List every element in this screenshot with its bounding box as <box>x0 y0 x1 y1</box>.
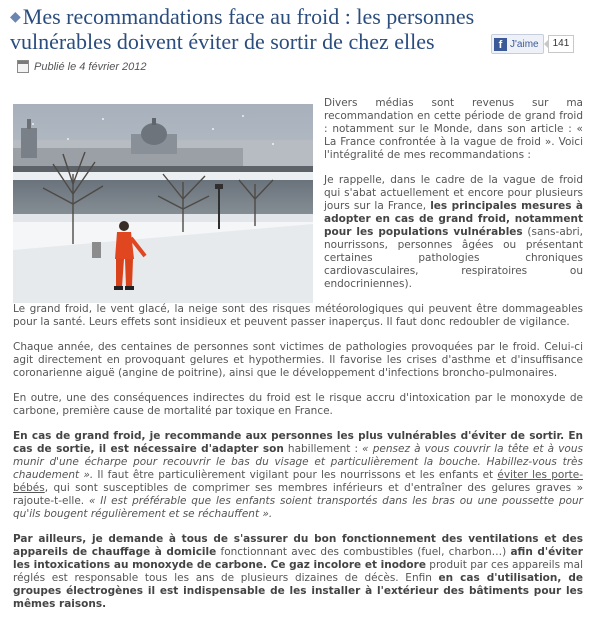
paragraph-risks <box>13 303 583 329</box>
risks-text: Le grand froid, le vent glacé, la neige sont des risques météorologiques qui peuvent être dommageables pour la santé. Leurs effets sont insidieux et peuvent passer inaperçus. Il faut donc redoubler de vigilance. <box>13 303 583 328</box>
advice-text-b: habillement : <box>283 443 363 455</box>
title-bullet-icon: ◆ <box>10 10 21 25</box>
paragraph-pathologies <box>13 341 583 380</box>
heating-bold-a: Par ailleurs, je demande à tous de s'assurer du bon fonctionnement des ventilations et des appareils de chauffage à domicile <box>13 533 583 558</box>
measures-bold: les principales mesures à adopter en cas de grand froid, notamment pour les populations vulnérables <box>324 200 583 238</box>
calendar-icon <box>17 60 29 73</box>
heating-text-b: fonctionnant avec des combustibles (fuel, charbon…) <box>216 546 511 558</box>
advice-quote-2: « Il est préférable que les enfants soient transportés dans les bras ou une poussette pour qu'ils bougent régulièrement et se réchauffent ». <box>13 495 583 520</box>
facebook-like <box>491 34 574 54</box>
paragraph-advice <box>13 430 583 521</box>
article-body <box>13 97 583 623</box>
paragraph-carbon <box>13 392 583 418</box>
photo-spacer <box>13 97 324 302</box>
measures-text-a: Je rappelle, dans le cadre de la vague de froid qui s'abat actuellement et encore pour plusieurs jours sur la France, <box>324 174 583 212</box>
facebook-like-button[interactable] <box>491 34 544 54</box>
advice-bold: En cas de grand froid, je recommande aux personnes les plus vulnérables d'éviter de sortir. En cas de sortie, il est nécessaire d'adapter son <box>13 430 583 455</box>
porte-bebes-link[interactable]: éviter les porte-bébés <box>13 469 584 494</box>
measures-text-c: (sans-abri, nourrissons, personnes âgées ou présentant certaines pathologies chroniques cardiovasculaires, respiratoires ou endocriniennes). <box>324 226 583 290</box>
heating-text-d: produit par ces appareils mal réglés est responsable tous les ans de plusieurs dizaines de décès. Enfin <box>13 559 583 584</box>
heating-bold-c: afin d'éviter les intoxications au monoxyde de carbone. Ce gaz incolore et inodore <box>13 546 583 571</box>
publish-meta <box>17 60 147 73</box>
advice-text-d: Il faut être particulièrement vigilant pour les nourrissons et les enfants et <box>93 469 498 481</box>
intro-text: Divers médias sont revenus sur ma recommandation en cette période de grand froid : notamment sur le Monde, dans son article : « La France confrontée à la vague de froid ». Voici l'intégralité de mes recommandations : <box>324 97 583 161</box>
carbon-text: En outre, une des conséquences indirectes du froid est le risque accru d'intoxication par le monoxyde de carbone, première cause de mortalité par toxique en France. <box>13 392 583 417</box>
like-count: 141 <box>548 35 575 53</box>
article-title <box>10 5 480 54</box>
publish-date: Publié le 4 février 2012 <box>34 60 147 73</box>
heating-bold-e: en cas d'utilisation, de groupes électrogènes il est indispensable de les installer à l'extérieur des bâtiments pour les mêmes raisons. <box>13 572 583 610</box>
pathologies-text: Chaque année, des centaines de personnes sont victimes de pathologies provoquées par le froid. Celui-ci agit directement en provoquant gelures et hypothermies. Il favorise les crises d'asthme et d'insuffisance coronarienne aiguë (angine de poitrine), ainsi que le développement d'infections broncho-pulmonaires. <box>13 341 583 379</box>
facebook-icon: f <box>494 38 507 51</box>
paragraph-heating <box>13 533 583 611</box>
advice-text-e: , qui sont susceptibles de comprimer ses membres inférieurs et d'entraîner des gelures graves » rajoute-t-elle. <box>13 482 583 507</box>
article-title-text: Mes recommandations face au froid : les personnes vulnérables doivent éviter de sortir de chez elles <box>10 4 475 54</box>
advice-quote: « pensez à vous couvrir la tête et à vous munir d'une écharpe pour recouvrir le bas du visage et particulièrement la bouche. Habillez-vous très chaudement ». <box>13 443 583 481</box>
like-label: J'aime <box>510 38 539 50</box>
